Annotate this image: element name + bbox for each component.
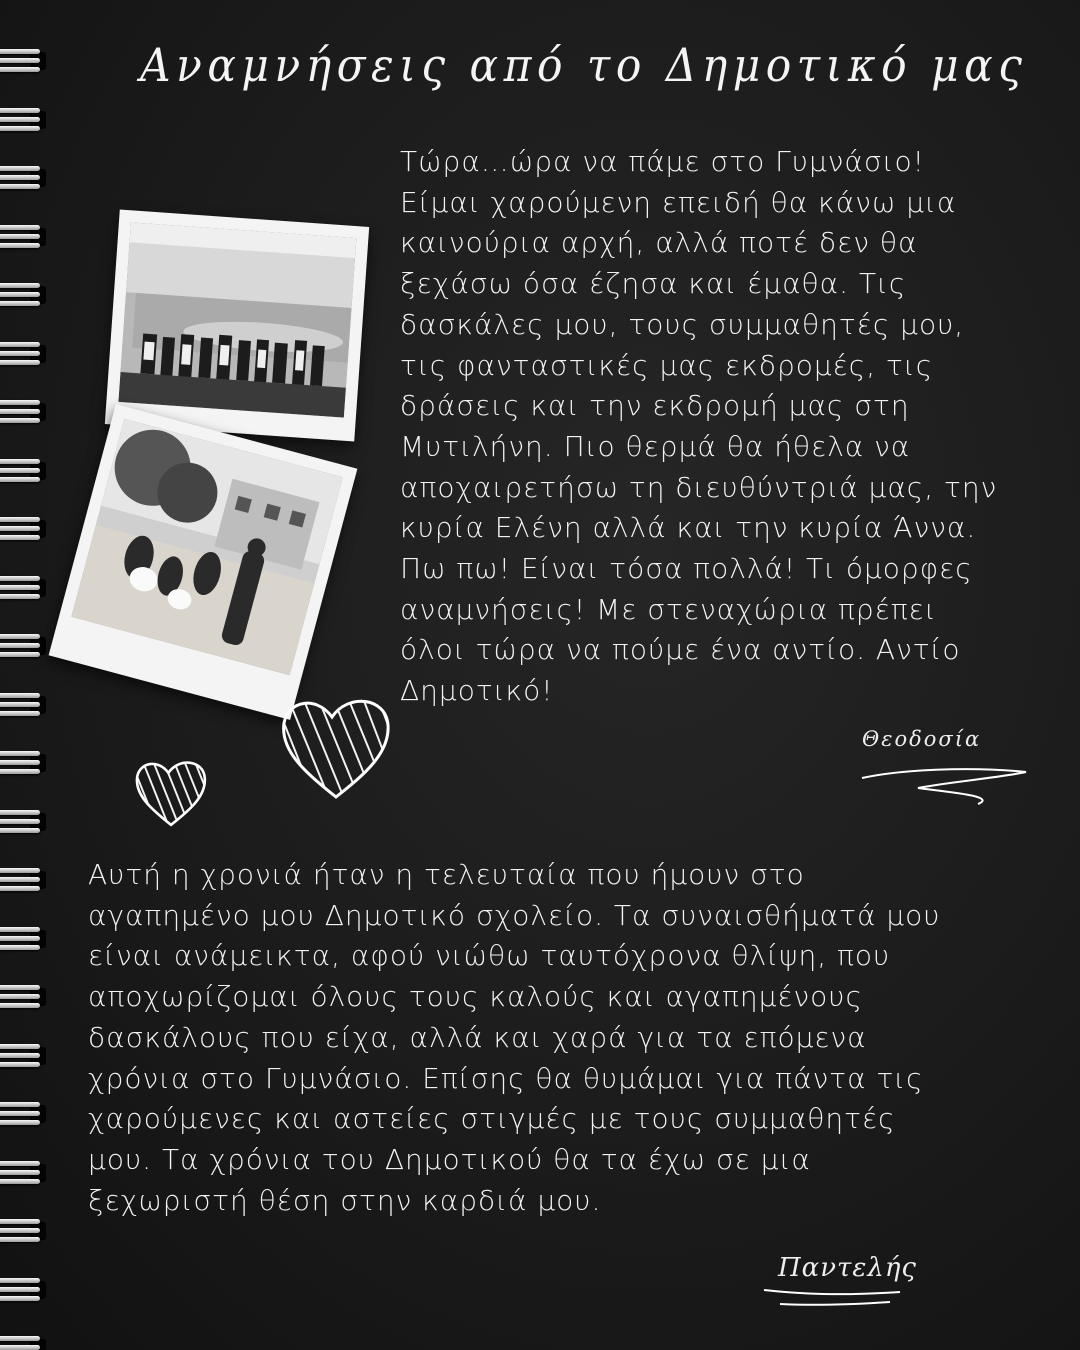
spiral-ring (0, 1273, 52, 1307)
signature-swirl-1 (858, 760, 1033, 810)
spiral-ring (0, 103, 52, 137)
heart-doodle-icon (132, 757, 210, 829)
spiral-ring (0, 454, 52, 488)
heart-doodle-icon (276, 693, 396, 803)
spiral-ring (0, 395, 52, 429)
spiral-ring (0, 805, 52, 839)
polaroid-photo-1 (105, 210, 369, 442)
spiral-ring (0, 922, 52, 956)
spiral-ring (0, 337, 52, 371)
photo-school-choir-group (118, 222, 356, 417)
spiral-ring (0, 571, 52, 605)
spiral-ring (0, 278, 52, 312)
spiral-ring (0, 1331, 52, 1350)
spiral-ring (0, 1214, 52, 1248)
page-title: Αναμνήσεις από το Δημοτικό μας (140, 38, 1028, 92)
spiral-ring (0, 161, 52, 195)
spiral-ring (0, 863, 52, 897)
spiral-ring (0, 512, 52, 546)
spiral-ring (0, 980, 52, 1014)
spiral-ring (0, 220, 52, 254)
signature-swirl-2 (760, 1284, 910, 1314)
photo-outdoor-students-activity (71, 419, 342, 676)
spiral-ring (0, 746, 52, 780)
spiral-ring (0, 1039, 52, 1073)
signature-2: Παντελής (778, 1253, 917, 1283)
memory-entry-text-2: Αυτή η χρονιά ήταν η τελευταία που ήμουν στο αγαπημένο μου Δημοτικό σχολείο. Τα συναισθήματά μου είναι ανάμεικτα, αφού νιώθω ταυτόχρονα θλίψη, που αποχωρίζομαι όλους τους καλούς και αγαπημένους δασκάλους που είχα, αλλά και χαρά για τα επόμενα χρόνια στο Γυμνάσιο. Επίσης θα θυμάμαι για πάντα τις χαρούμενες και αστείες στιγμές με τους συμμαθητές μου. Τα χρόνια του Δημοτικού θα τα έχω σε μια ξεχωριστή θέση στην καρδιά μου. (88, 858, 941, 1217)
signature-1: Θεοδοσία (862, 727, 982, 751)
memory-entry-text-1: Τώρα…ώρα να πάμε στο Γυμνάσιο! Είμαι χαρούμενη επειδή θα κάνω μια καινούρια αρχή, αλλά ποτέ δεν θα ξεχάσω όσα έζησα και έμαθα. Τις δασκάλες μου, τους συμμαθητές μου, τις φανταστικές μας εκδρομές, τις δράσεις και την εκδρομή μας στη Μυτιλήνη. Πιο θερμά θα ήθελα να αποχαιρετήσω τη διευθύντριά μας, την κυρία Ελένη αλλά και την κυρία Άννα. Πω πω! Είναι τόσα πολλά! Τι όμορφες αναμνήσεις! Με στεναχώρια πρέπει όλοι τώρα να πούμε ένα αντίο. Αντίο Δημοτικό! (400, 145, 998, 708)
spiral-ring (0, 1097, 52, 1131)
spiral-ring (0, 629, 52, 663)
spiral-ring (0, 44, 52, 78)
polaroid-photo-2 (49, 404, 358, 720)
spiral-ring (0, 688, 52, 722)
spiral-ring (0, 1156, 52, 1190)
